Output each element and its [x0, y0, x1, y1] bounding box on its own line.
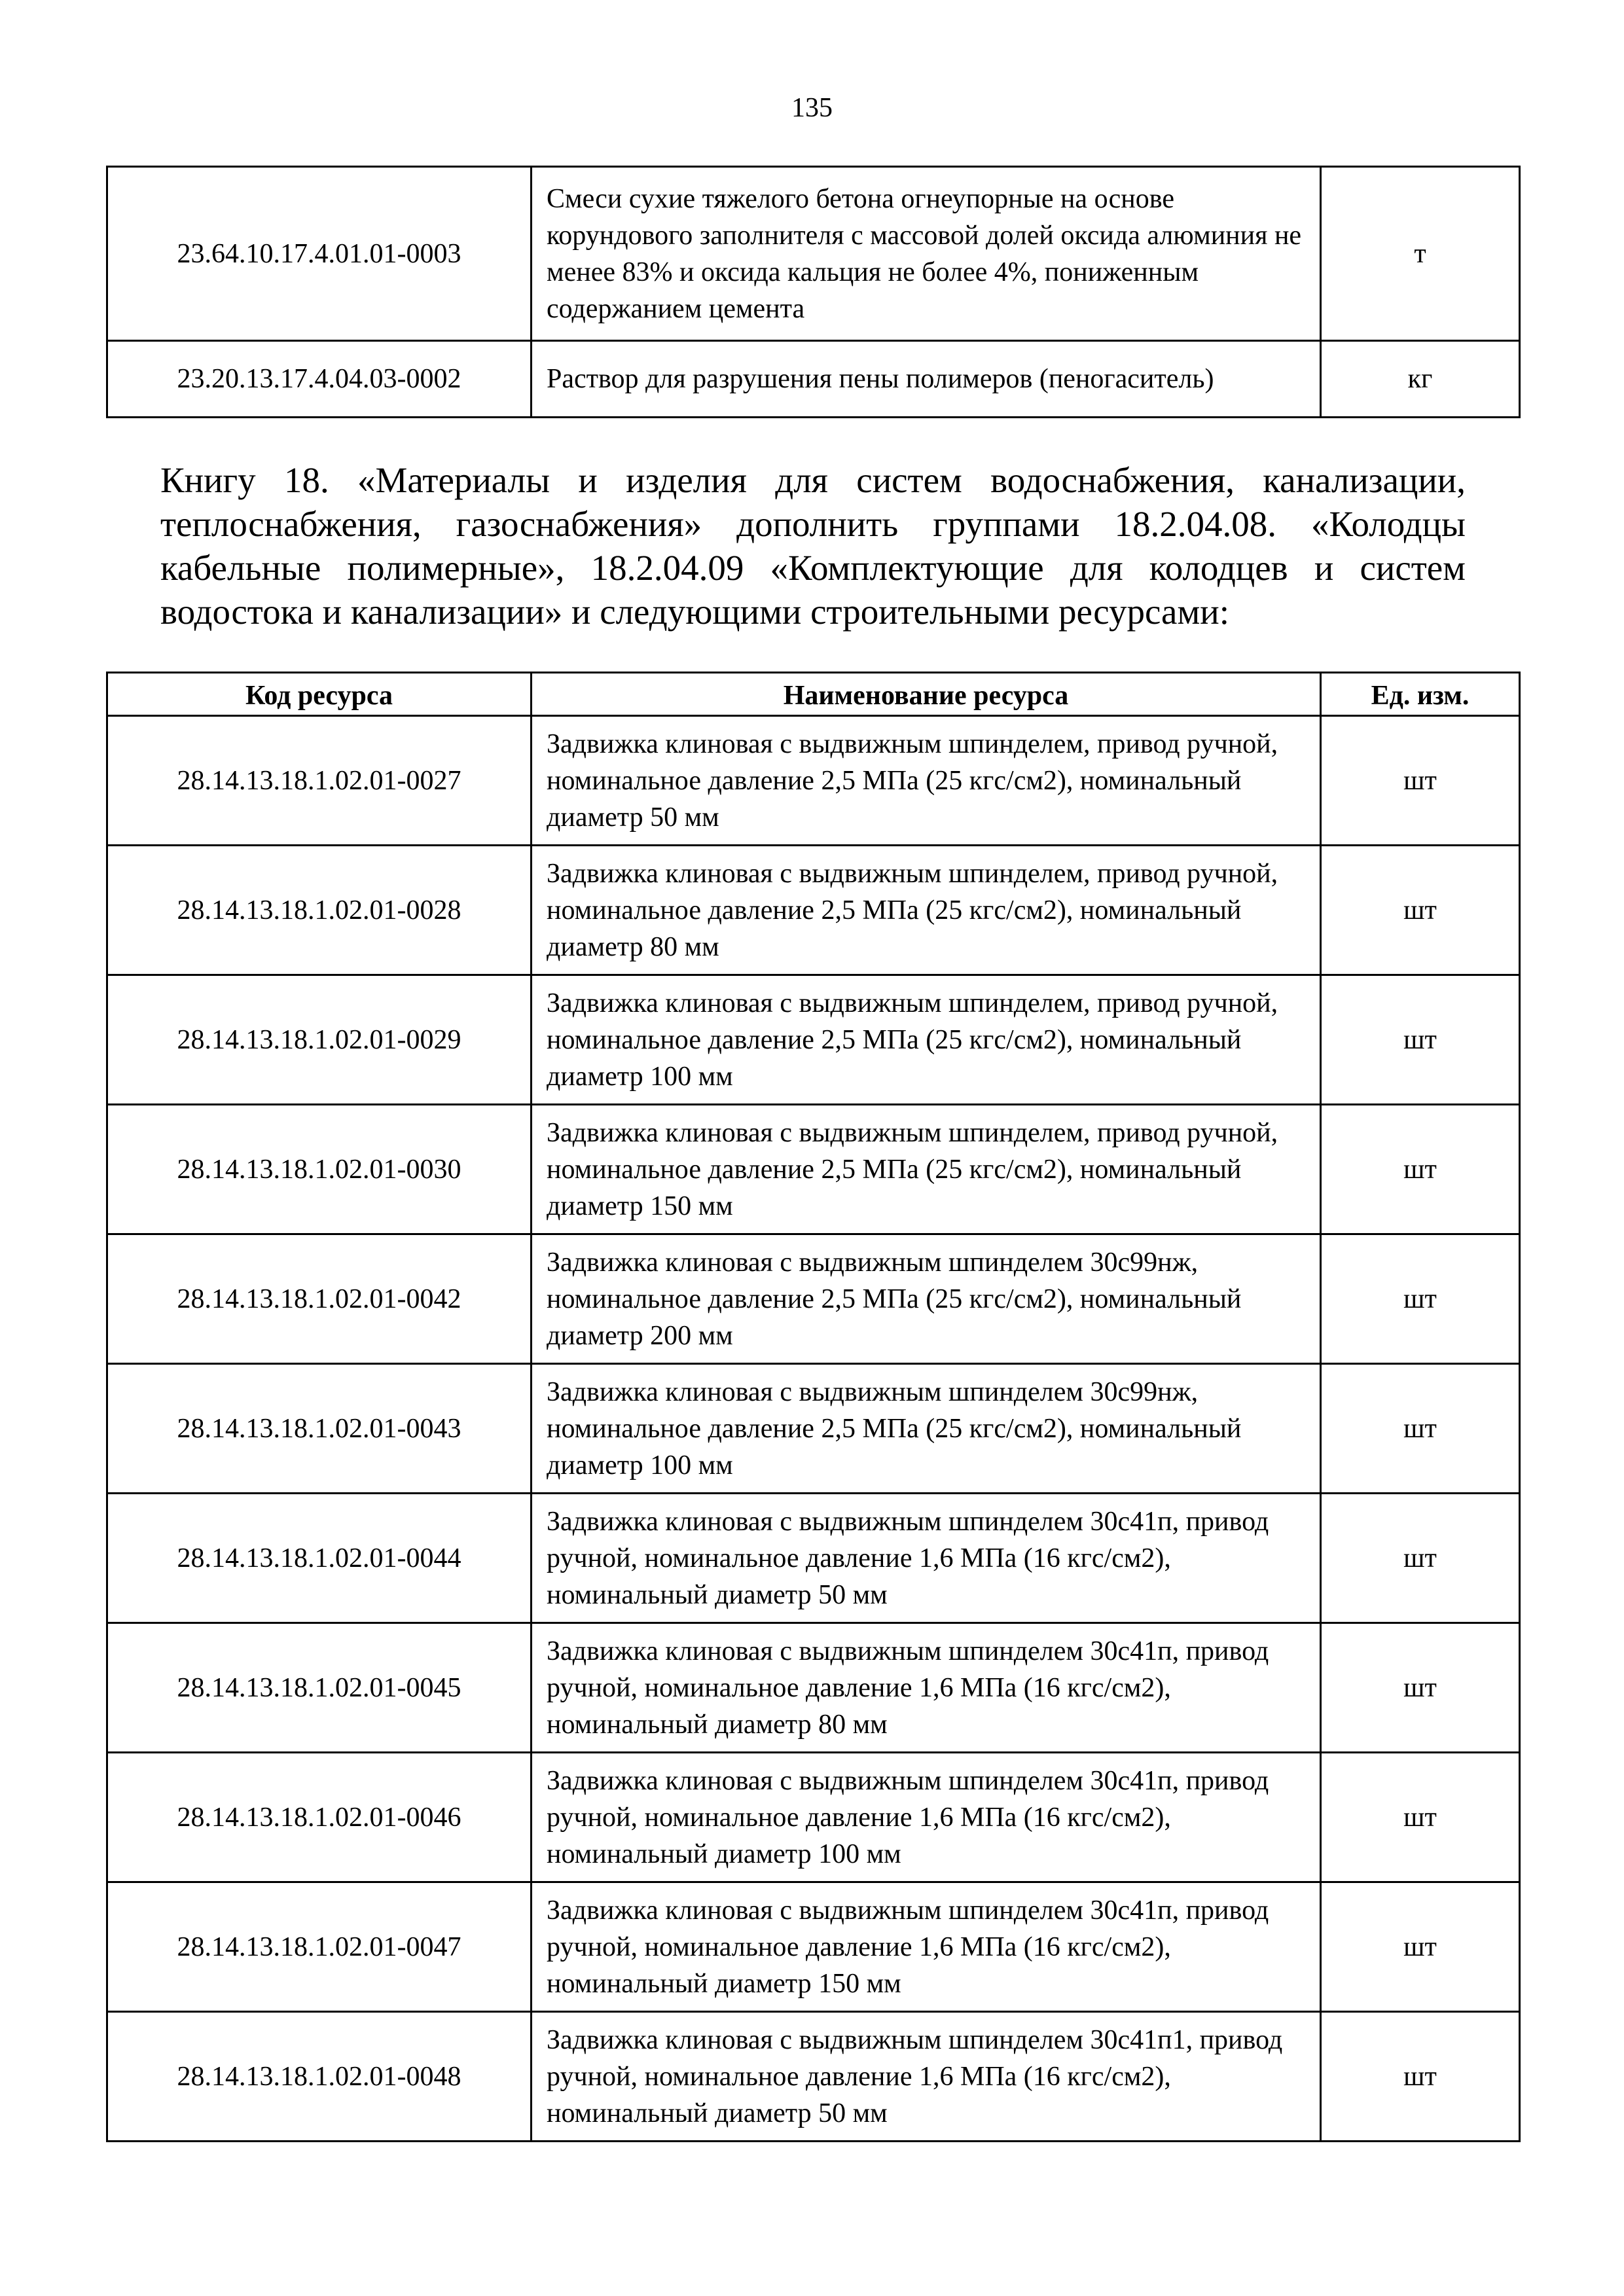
- resource-unit: шт: [1321, 2012, 1520, 2142]
- resource-name: Задвижка клиновая с выдвижным шпинделем 30с99нж, номинальное давление 2,5 МПа (25 кгс/см2), номинальный диаметр 100 мм: [532, 1364, 1321, 1494]
- table-row: [107, 1105, 1520, 1234]
- header-code: Код ресурса: [107, 673, 532, 716]
- header-unit: Ед. изм.: [1321, 673, 1520, 716]
- table-row: [107, 1364, 1520, 1494]
- resource-name: Задвижка клиновая с выдвижным шпинделем 30с41п, привод ручной, номинальное давление 1,6 МПа (16 кгс/см2), номинальный диаметр 100 мм: [532, 1753, 1321, 1882]
- table-row: [107, 341, 1520, 418]
- table-row: [107, 1882, 1520, 2012]
- table-row: [107, 1753, 1520, 1882]
- instruction-paragraph: Книгу 18. «Материалы и изделия для систем водоснабжения, канализации, теплоснабжения, газоснабжения» дополнить группами 18.2.04.08. «Колодцы кабельные полимерные», 18.2.04.09 «Комплектующие для колодцев и систем водостока и канализации» и следующими строительными ресурсами:: [160, 460, 1466, 632]
- resource-code: 23.20.13.17.4.04.03-0002: [107, 341, 532, 418]
- resource-unit: шт: [1321, 1882, 1520, 2012]
- resource-code: 28.14.13.18.1.02.01-0044: [107, 1494, 532, 1623]
- table-row: [107, 167, 1520, 341]
- resource-code: 28.14.13.18.1.02.01-0030: [107, 1105, 532, 1234]
- resource-code: 28.14.13.18.1.02.01-0047: [107, 1882, 532, 2012]
- table-row: [107, 2012, 1520, 2142]
- continued-resource-table: [106, 166, 1521, 418]
- table-header-row: [107, 673, 1520, 716]
- resource-name: Задвижка клиновая с выдвижным шпинделем 30с41п, привод ручной, номинальное давление 1,6 МПа (16 кгс/см2), номинальный диаметр 80 мм: [532, 1623, 1321, 1753]
- resource-code: 28.14.13.18.1.02.01-0027: [107, 716, 532, 846]
- table-row: [107, 1494, 1520, 1623]
- resource-unit: шт: [1321, 846, 1520, 975]
- resource-unit: шт: [1321, 1753, 1520, 1882]
- resource-name: Задвижка клиновая с выдвижным шпинделем 30с41п1, привод ручной, номинальное давление 1,6 МПа (16 кгс/см2), номинальный диаметр 50 мм: [532, 2012, 1321, 2142]
- resource-unit: кг: [1321, 341, 1520, 418]
- table-row: [107, 1234, 1520, 1364]
- resource-code: 28.14.13.18.1.02.01-0029: [107, 975, 532, 1105]
- resource-name: Задвижка клиновая с выдвижным шпинделем 30с41п, привод ручной, номинальное давление 1,6 МПа (16 кгс/см2), номинальный диаметр 50 мм: [532, 1494, 1321, 1623]
- resource-code: 28.14.13.18.1.02.01-0042: [107, 1234, 532, 1364]
- resource-code: 28.14.13.18.1.02.01-0028: [107, 846, 532, 975]
- page-number: 135: [791, 93, 833, 123]
- header-name: Наименование ресурса: [532, 673, 1321, 716]
- resource-code: 28.14.13.18.1.02.01-0046: [107, 1753, 532, 1882]
- resource-unit: шт: [1321, 716, 1520, 846]
- resource-code: 28.14.13.18.1.02.01-0043: [107, 1364, 532, 1494]
- resource-name: Задвижка клиновая с выдвижным шпинделем, привод ручной, номинальное давление 2,5 МПа (25 кгс/см2), номинальный диаметр 150 мм: [532, 1105, 1321, 1234]
- resource-code: 23.64.10.17.4.01.01-0003: [107, 167, 532, 341]
- resource-name: Задвижка клиновая с выдвижным шпинделем, привод ручной, номинальное давление 2,5 МПа (25 кгс/см2), номинальный диаметр 100 мм: [532, 975, 1321, 1105]
- resource-unit: шт: [1321, 1623, 1520, 1753]
- resource-unit: шт: [1321, 1234, 1520, 1364]
- table-row: [107, 975, 1520, 1105]
- table-row: [107, 716, 1520, 846]
- resource-table-body: [107, 716, 1520, 2142]
- resource-name: Задвижка клиновая с выдвижным шпинделем, привод ручной, номинальное давление 2,5 МПа (25 кгс/см2), номинальный диаметр 50 мм: [532, 716, 1321, 846]
- resource-name: Задвижка клиновая с выдвижным шпинделем, привод ручной, номинальное давление 2,5 МПа (25 кгс/см2), номинальный диаметр 80 мм: [532, 846, 1321, 975]
- resource-unit: т: [1321, 167, 1520, 341]
- resource-unit: шт: [1321, 975, 1520, 1105]
- resource-name: Раствор для разрушения пены полимеров (пеногаситель): [532, 341, 1321, 418]
- resource-unit: шт: [1321, 1364, 1520, 1494]
- resource-table: [106, 672, 1521, 2142]
- resource-unit: шт: [1321, 1105, 1520, 1234]
- resource-name: Смеси сухие тяжелого бетона огнеупорные на основе корундового заполнителя с массовой долей оксида алюминия не менее 83% и оксида кальция не более 4%, пониженным содержанием цемента: [532, 167, 1321, 341]
- table-row: [107, 1623, 1520, 1753]
- resource-name: Задвижка клиновая с выдвижным шпинделем 30с99нж, номинальное давление 2,5 МПа (25 кгс/см2), номинальный диаметр 200 мм: [532, 1234, 1321, 1364]
- resource-unit: шт: [1321, 1494, 1520, 1623]
- resource-code: 28.14.13.18.1.02.01-0045: [107, 1623, 532, 1753]
- table-row: [107, 846, 1520, 975]
- resource-name: Задвижка клиновая с выдвижным шпинделем 30с41п, привод ручной, номинальное давление 1,6 МПа (16 кгс/см2), номинальный диаметр 150 мм: [532, 1882, 1321, 2012]
- resource-code: 28.14.13.18.1.02.01-0048: [107, 2012, 532, 2142]
